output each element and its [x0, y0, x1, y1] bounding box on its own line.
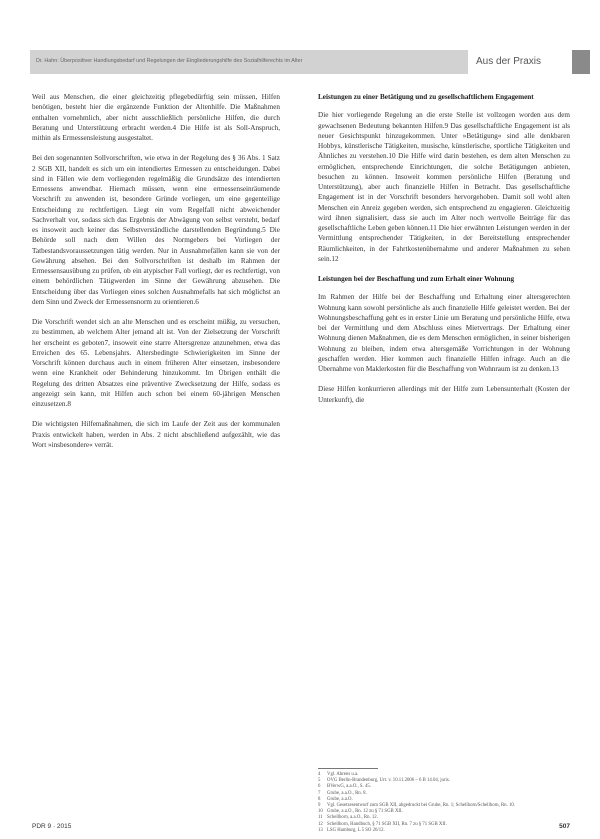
footnote-number: 6 [318, 784, 321, 790]
footnote-text: Vgl. Ahrens u.a. [327, 772, 359, 777]
running-title: Dr. Hahn: Überpositiver Handlungsbedarf und Regelungen der Eingliederungshilfe des Sozialhilferechts im Alter [36, 58, 303, 64]
running-header [30, 50, 590, 74]
body-paragraph: Die wichtigsten Hilfemaßnahmen, die sich im Laufe der Zeit aus der kommunalen Praxis entwickelt haben, werden in Abs. 2 nicht abschließend aufgezählt, wie das Wort »insbesondere« verrät. [32, 420, 280, 449]
header-bar [30, 50, 468, 74]
left-column [32, 92, 280, 460]
footnote-number: 12 [318, 821, 323, 827]
body-paragraph: Diese Hilfen konkurrieren allerdings mit der Hilfe zum Lebensunterhalt (Kosten der Unterkunft), die [318, 385, 570, 404]
body-paragraph: Im Rahmen der Hilfe bei der Beschaffung und Erhaltung einer altersgerechten Wohnung kann sowohl persönliche als auch finanzielle Hilfe geleistet werden. Bei der Wohnungsbeschaffung geht es in erster Linie um Beratung und persönliche Hilfe, etwa bei der Vermittlung und dem Abschluss eines Mietvertrags. Der Erhaltung einer Wohnung dienen Maßnahmen, die es dem Menschen ermöglichen, in seiner bisherigen Wohnung zu bleiben, indem etwa altersgemäße Vorrichtungen in der Wohnung geschaffen werden. Hier kommen auch finanzielle Hilfen infrage. Auch an die Übernahme von Maklerkosten für die Beschaffung von Wohnraum ist zu denken.13 [318, 293, 570, 373]
footnote-number: 4 [318, 772, 321, 777]
body-paragraph: Die hier vorliegende Regelung an die erste Stelle ist vollzogen worden aus dem gewachsenen Bedeutung bekannten Hilfen.9 Das gesellschaftliche Engagement ist als neuer Gesichtspunkt hinzugekommen. Unter »Betätigung« sind alle denkbaren Hobbys, künstlerische Tätigkeiten, musische, künstlerische, sportliche Tätigkeiten und Ähnliches zu verstehen.10 Die Hilfe wird darin bestehen, es dem alten Menschen zu ermöglichen, entsprechende Einrichtungen, die solche Betätigungen anbieten, besuchen zu können. Insoweit kommen persönliche Hilfen (Beratung und Unterstützung), aber auch finanzielle Hilfen in Betracht. Das gesellschaftliche Engagement ist in der Vorschrift besonders hervorgehoben. Damit soll wohl alten Menschen ein Anreiz gegeben werden, sich entsprechend zu engagieren. Gleichzeitig wird ihnen signalisiert, dass sie auch im Alter noch wertvolle Beiträge für das gesellschaftliche Leben geben können.11 Die hier erwähnten Leistungen werden in der Vermittlung entsprechender Tätigkeiten, in der Bereitstellung entsprechender Räumlichkeiten, in der Fahrtkostenübernahme und anderer Maßnahmen zu sehen sein.12 [318, 111, 570, 263]
journal-citation: PDR 9 · 2015 [32, 823, 72, 830]
footnote-text: LSG Hamburg, L 5 SO 26/12. [327, 827, 385, 833]
body-paragraph: Die Vorschrift wendet sich an alte Menschen und es erscheint müßig, zu versuchen, zu bestimmen, ab welchem Alter jemand alt ist. Von der Zielsetzung der Vorschrift her erscheint es geboten7, insoweit eine starre Altersgrenze anzunehmen, etwa das Erreichen des 65. Lebensjahrs. Altersbedingte Schwierigkeiten im Sinne der Vorschrift können durchaus auch in einem früheren Alter einsetzen, insbesondere wenn eine Krankheit oder Behinderung hinzukommt. Im Übrigen enthält die Regelung des dritten Absatzes eine präventive Zwecksetzung der Hilfe, sodass es angezeigt sein kann, mit Hilfen auch schon bei einem 60-jährigen Menschen einzusetzen.8 [32, 318, 280, 408]
footnote-text: Grube, a.a.O. [327, 796, 353, 802]
section-label: Aus der Praxis [476, 56, 542, 67]
footnote-text: Schellhorn, a.a.O., Rn. 12. [327, 815, 378, 821]
footnote-text: Grube, a.a.O., Rn. 12 zu § 71 SGB XII. [327, 809, 403, 815]
footnote-text: OVG Berlin-Brandenburg, Urt. v. 10.11.2006 – 6 B 14.04, juris. [327, 778, 450, 784]
footnote-text: BVerwG, a.a.O., S. 45. [327, 784, 371, 790]
body-paragraph: Weil aus Menschen, die einer gleichzeitig pflegebedürftig sein müssen, Hilfen benötigen, besteht hier die ergänzende Funktion der Altenhilfe. Die Maßnahmen enthalten vornehmlich, aber nicht ausschließlich persönliche Hilfen, die durch Beratung und Unterstützung erbracht werden.4 Die Hilfe ist als Soll-Anspruch, mithin als Ermessensleistung ausgestaltet. [32, 93, 280, 142]
footnote-number: 9 [318, 803, 321, 809]
footnote-number: 10 [318, 809, 323, 815]
footnote [318, 828, 570, 834]
header-accent-block [572, 50, 590, 74]
right-column [318, 92, 570, 415]
footnote-text: Vgl. Gesetzesentwurf zum SGB XII, abgedruckt bei Grube, Rn. 1; Schellhorn/Schellhorn, Rn. 10. [327, 803, 515, 809]
footnote-number: 13 [318, 827, 323, 833]
section-heading: Leistungen zu einer Betätigung und zu gesellschaftlichem Engagement [318, 93, 534, 101]
section-heading: Leistungen bei der Beschaffung und zum Erhalt einer Wohnung [318, 275, 515, 283]
footnote-number: 5 [318, 778, 321, 784]
footnote-rule [318, 768, 378, 769]
footnote-number: 7 [318, 790, 321, 796]
footnote-number: 8 [318, 796, 321, 802]
page-number: 507 [559, 823, 570, 830]
footnote-text: Schellhorn, Handbuch, § 71 SGB XII, Rn. 7 zu § 71 SGB XII. [327, 821, 447, 827]
footnote-number: 11 [318, 815, 323, 821]
body-paragraph: Bei den sogenannten Sollvorschriften, wie etwa in der Regelung des § 36 Abs. 1 Satz 2 SGB XII, handelt es sich um ein intendiertes Ermessen zu entscheidungen. Dabei sind in Fällen wie dem vorliegenden regelmäßig die Grundsätze des intendierten Ermessens anwendbar. Hiernach müssen, wenn eine ermessenseinräumende Vorschrift zu anwenden ist, besondere Gründe vorliegen, um eine gegenteilige Entscheidung zu rechtfertigen. Liegt ein vom Regelfall nicht abweichender Sachverhalt vor, sodass sich das Ergebnis der Abwägung von selbst versteht, bedarf es insoweit auch keiner das Selbstverständliche darstellenden Begründung.5 Die Behörde soll nach dem Willen des Normgebers bei Vorliegen der Tatbestandsvoraussetzungen tätig werden. Nur in Ausnahmefällen kann sie von der Gewährung absehen. Bei den Sollvorschriften ist deshalb im Rahmen der Ermessensausübung zu prüfen, ob ein atypischer Fall vorliegt, der es rechtfertigt, von einem behördlichen Tätigwerden im Sinne der Gewährung abzusehen. Die Entscheidung über das Vorliegen eines solchen Ausnahmefalls hat sich möglichst an dem Sinn und Zweck der Ermessensnorm zu orientieren.6 [32, 154, 280, 306]
footnotes [318, 768, 570, 834]
footnote-text: Grube, a.a.O., Rn. 8. [327, 790, 367, 796]
